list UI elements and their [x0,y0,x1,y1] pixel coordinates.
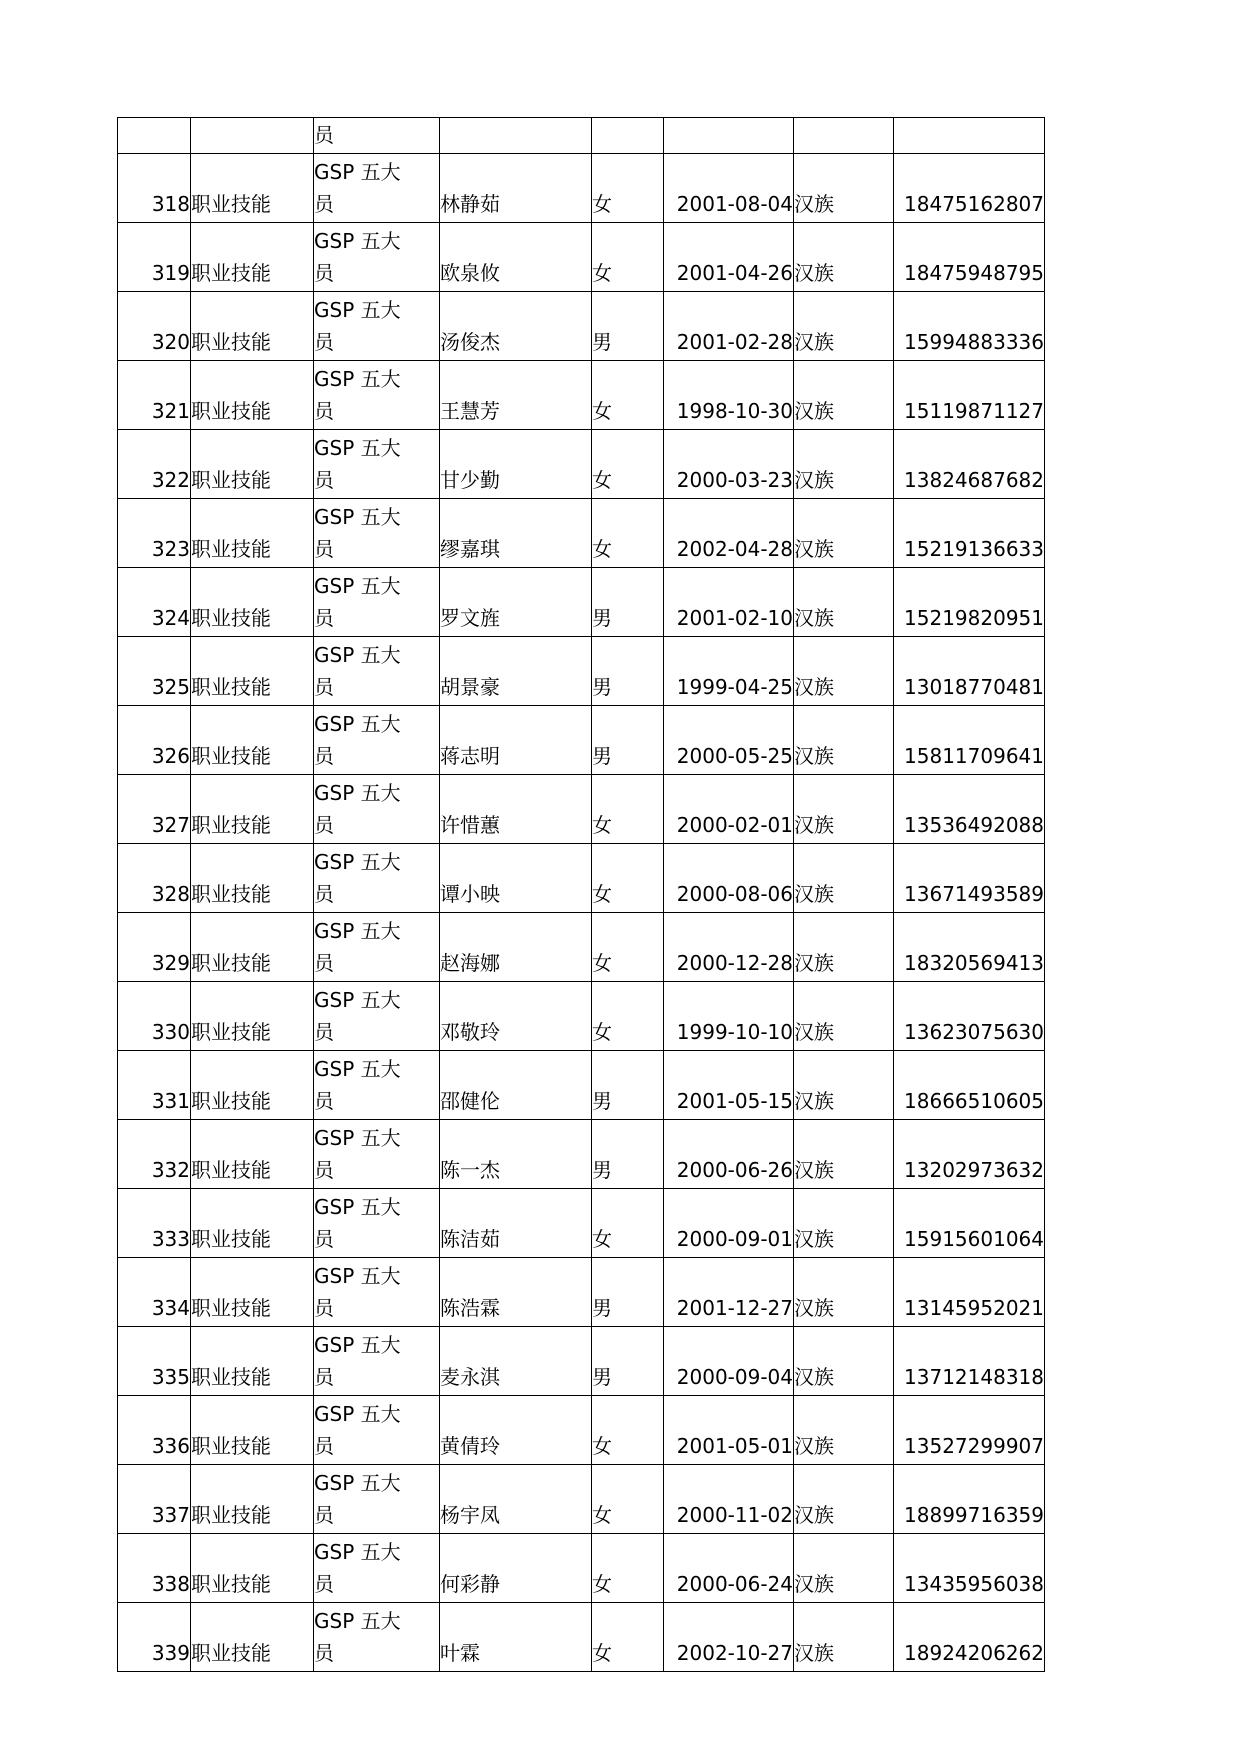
cell-gender: 男 [592,706,664,775]
program-text-line: 员 [314,468,334,492]
table-row [118,1603,1045,1672]
cell-ethnicity: 汉族 [794,1465,894,1534]
cell-program [314,1189,440,1258]
cell-name: 罗文旌 [440,568,592,637]
cell-category: 职业技能 [191,982,314,1051]
cell-name: 赵海娜 [440,913,592,982]
cell-birth-date: 2000-11-02 [664,1465,794,1534]
cell-ethnicity [794,118,894,154]
cell-phone: 13202973632 [894,1120,1045,1189]
cell-category: 职业技能 [191,1120,314,1189]
cell-program [314,1258,440,1327]
cell-program [314,706,440,775]
cell-program [314,1396,440,1465]
program-text-line: 员 [314,537,334,561]
cell-number: 327 [118,775,191,844]
cell-number: 332 [118,1120,191,1189]
cell-name: 黄倩玲 [440,1396,592,1465]
cell-gender: 女 [592,361,664,430]
program-text-line: GSP 五大 [314,160,401,184]
table-row [118,568,1045,637]
program-text-line: GSP 五大 [314,574,401,598]
cell-birth-date: 2001-02-28 [664,292,794,361]
cell-gender: 女 [592,844,664,913]
cell-ethnicity: 汉族 [794,1189,894,1258]
cell-number: 318 [118,154,191,223]
program-text-line: GSP 五大 [314,1126,401,1150]
cell-phone: 13623075630 [894,982,1045,1051]
cell-gender: 男 [592,1327,664,1396]
cell-category: 职业技能 [191,1534,314,1603]
cell-name: 谭小映 [440,844,592,913]
cell-ethnicity: 汉族 [794,1120,894,1189]
table-row [118,982,1045,1051]
cell-ethnicity: 汉族 [794,568,894,637]
cell-number: 335 [118,1327,191,1396]
cell-category: 职业技能 [191,430,314,499]
program-text-line: 员 [314,1503,334,1527]
cell-birth-date: 2000-08-06 [664,844,794,913]
cell-name: 汤俊杰 [440,292,592,361]
cell-phone: 15119871127 [894,361,1045,430]
cell-ethnicity: 汉族 [794,223,894,292]
table-row [118,706,1045,775]
program-text-line: 员 [314,882,334,906]
cell-program [314,1534,440,1603]
cell-category: 职业技能 [191,1051,314,1120]
cell-name: 欧泉攸 [440,223,592,292]
cell-gender [592,118,664,154]
program-text-line: 员 [314,744,334,768]
table-row [118,1258,1045,1327]
cell-program [314,568,440,637]
cell-phone: 13671493589 [894,844,1045,913]
program-text-line: GSP 五大 [314,367,401,391]
cell-name: 缪嘉琪 [440,499,592,568]
table-row [118,775,1045,844]
cell-category: 职业技能 [191,1189,314,1258]
cell-phone: 13435956038 [894,1534,1045,1603]
cell-category: 职业技能 [191,1396,314,1465]
program-text-line: GSP 五大 [314,1402,401,1426]
cell-birth-date: 1999-04-25 [664,637,794,706]
cell-ethnicity: 汉族 [794,775,894,844]
cell-name: 陈洁茹 [440,1189,592,1258]
program-text-line: GSP 五大 [314,1540,401,1564]
table-row [118,1327,1045,1396]
cell-birth-date: 1998-10-30 [664,361,794,430]
table-row [118,292,1045,361]
cell-number [118,118,191,154]
cell-name: 邓敬玲 [440,982,592,1051]
cell-category: 职业技能 [191,637,314,706]
table-row [118,361,1045,430]
cell-name: 蒋志明 [440,706,592,775]
cell-category: 职业技能 [191,775,314,844]
program-text-line: 员 [314,1434,334,1458]
cell-category: 职业技能 [191,568,314,637]
table-row [118,430,1045,499]
cell-program [314,430,440,499]
cell-gender: 女 [592,1603,664,1672]
program-text-line: GSP 五大 [314,643,401,667]
cell-number: 324 [118,568,191,637]
program-text-line: GSP 五大 [314,1471,401,1495]
cell-category: 职业技能 [191,361,314,430]
cell-category: 职业技能 [191,499,314,568]
cell-ethnicity: 汉族 [794,982,894,1051]
cell-category [191,118,314,154]
cell-number: 330 [118,982,191,1051]
cell-number: 337 [118,1465,191,1534]
cell-number: 336 [118,1396,191,1465]
cell-birth-date [664,118,794,154]
program-text-line: 员 [314,1158,334,1182]
cell-gender: 男 [592,1120,664,1189]
cell-birth-date: 2000-09-04 [664,1327,794,1396]
program-text-line: GSP 五大 [314,781,401,805]
cell-name: 麦永淇 [440,1327,592,1396]
table-row [118,913,1045,982]
cell-phone: 15994883336 [894,292,1045,361]
cell-phone [894,118,1045,154]
cell-ethnicity: 汉族 [794,706,894,775]
cell-program [314,1465,440,1534]
cell-phone: 18475162807 [894,154,1045,223]
cell-birth-date: 2000-12-28 [664,913,794,982]
cell-name [440,118,592,154]
cell-number: 334 [118,1258,191,1327]
cell-program [314,499,440,568]
program-text-line: GSP 五大 [314,1609,401,1633]
cell-number: 333 [118,1189,191,1258]
program-text-line: 员 [314,675,334,699]
table-row [118,223,1045,292]
cell-program [314,1120,440,1189]
cell-category: 职业技能 [191,913,314,982]
cell-program [314,154,440,223]
cell-name: 胡景豪 [440,637,592,706]
cell-birth-date: 2000-02-01 [664,775,794,844]
cell-number: 323 [118,499,191,568]
table-row [118,1051,1045,1120]
cell-phone: 13145952021 [894,1258,1045,1327]
cell-category: 职业技能 [191,154,314,223]
program-text-line: 员 [314,1227,334,1251]
cell-gender: 男 [592,292,664,361]
cell-phone: 13712148318 [894,1327,1045,1396]
cell-ethnicity: 汉族 [794,1603,894,1672]
cell-gender: 女 [592,1465,664,1534]
cell-ethnicity: 汉族 [794,1396,894,1465]
cell-phone: 18320569413 [894,913,1045,982]
cell-phone: 15811709641 [894,706,1045,775]
program-text-line: 员 [314,951,334,975]
program-text-line: 员 [314,813,334,837]
cell-program [314,1051,440,1120]
program-text-line: GSP 五大 [314,988,401,1012]
cell-phone: 13536492088 [894,775,1045,844]
program-text-line: 员 [314,261,334,285]
table-row [118,1189,1045,1258]
cell-phone: 13824687682 [894,430,1045,499]
cell-name: 许惜蕙 [440,775,592,844]
program-text-line: 员 [314,1020,334,1044]
program-text-line: GSP 五大 [314,850,401,874]
cell-ethnicity: 汉族 [794,637,894,706]
cell-birth-date: 2002-10-27 [664,1603,794,1672]
table-row [118,1396,1045,1465]
cell-program [314,292,440,361]
cell-number: 321 [118,361,191,430]
program-text-line: GSP 五大 [314,436,401,460]
cell-category: 职业技能 [191,223,314,292]
cell-birth-date: 2001-04-26 [664,223,794,292]
cell-name: 王慧芳 [440,361,592,430]
cell-gender: 女 [592,1396,664,1465]
program-text-line: GSP 五大 [314,712,401,736]
cell-program [314,637,440,706]
cell-category: 职业技能 [191,292,314,361]
cell-phone: 15219820951 [894,568,1045,637]
program-text-line: GSP 五大 [314,1057,401,1081]
cell-ethnicity: 汉族 [794,1051,894,1120]
cell-ethnicity: 汉族 [794,430,894,499]
table-row [118,1534,1045,1603]
cell-ethnicity: 汉族 [794,361,894,430]
program-text-line: 员 [314,1089,334,1113]
program-text-line: GSP 五大 [314,919,401,943]
cell-gender: 女 [592,499,664,568]
program-text-line: GSP 五大 [314,1333,401,1357]
cell-phone: 13018770481 [894,637,1045,706]
cell-name: 陈一杰 [440,1120,592,1189]
cell-birth-date: 2001-05-01 [664,1396,794,1465]
table-row-continued [118,118,1045,154]
cell-category: 职业技能 [191,1258,314,1327]
cell-birth-date: 1999-10-10 [664,982,794,1051]
cell-number: 328 [118,844,191,913]
cell-number: 322 [118,430,191,499]
cell-gender: 男 [592,637,664,706]
cell-birth-date: 2002-04-28 [664,499,794,568]
cell-gender: 女 [592,154,664,223]
program-text-line: 员 [314,330,334,354]
cell-number: 320 [118,292,191,361]
cell-category: 职业技能 [191,1465,314,1534]
table-row [118,499,1045,568]
cell-birth-date: 2000-06-24 [664,1534,794,1603]
cell-category: 职业技能 [191,1603,314,1672]
table-row [118,1465,1045,1534]
program-text-line: GSP 五大 [314,1195,401,1219]
cell-number: 331 [118,1051,191,1120]
cell-gender: 女 [592,982,664,1051]
cell-gender: 女 [592,775,664,844]
cell-name: 何彩静 [440,1534,592,1603]
table-row [118,637,1045,706]
cell-gender: 女 [592,430,664,499]
cell-program [314,1327,440,1396]
cell-phone: 18475948795 [894,223,1045,292]
cell-category: 职业技能 [191,844,314,913]
program-text-line: GSP 五大 [314,229,401,253]
cell-number: 339 [118,1603,191,1672]
cell-number: 329 [118,913,191,982]
cell-name: 邵健伦 [440,1051,592,1120]
cell-name: 叶霖 [440,1603,592,1672]
cell-ethnicity: 汉族 [794,844,894,913]
cell-phone: 15219136633 [894,499,1045,568]
cell-birth-date: 2000-09-01 [664,1189,794,1258]
cell-program [314,223,440,292]
cell-program [314,1603,440,1672]
cell-ethnicity: 汉族 [794,292,894,361]
cell-program [314,118,440,154]
cell-name: 甘少勤 [440,430,592,499]
program-text-line: GSP 五大 [314,1264,401,1288]
table-row [118,844,1045,913]
cell-gender: 男 [592,1258,664,1327]
cell-program [314,913,440,982]
cell-birth-date: 2000-03-23 [664,430,794,499]
cell-gender: 女 [592,913,664,982]
program-text-line: 员 [314,1365,334,1389]
cell-number: 338 [118,1534,191,1603]
cell-ethnicity: 汉族 [794,1258,894,1327]
cell-birth-date: 2001-05-15 [664,1051,794,1120]
cell-phone: 18924206262 [894,1603,1045,1672]
roster-body [118,118,1045,1672]
cell-program [314,361,440,430]
cell-ethnicity: 汉族 [794,1327,894,1396]
cell-ethnicity: 汉族 [794,913,894,982]
program-text-line: 员 [314,1641,334,1665]
program-text-line: 员 [314,192,334,216]
cell-phone: 18666510605 [894,1051,1045,1120]
cell-number: 325 [118,637,191,706]
program-text-line: GSP 五大 [314,505,401,529]
cell-program [314,982,440,1051]
program-text-line: 员 [314,1572,334,1596]
cell-phone: 18899716359 [894,1465,1045,1534]
table-row [118,1120,1045,1189]
cell-name: 林静茹 [440,154,592,223]
cell-number: 319 [118,223,191,292]
cell-program [314,775,440,844]
cell-category: 职业技能 [191,706,314,775]
student-roster-table [117,117,1045,1672]
cell-birth-date: 2001-12-27 [664,1258,794,1327]
cell-number: 326 [118,706,191,775]
cell-ethnicity: 汉族 [794,154,894,223]
cell-phone: 15915601064 [894,1189,1045,1258]
program-text-line: 员 [314,123,334,147]
table-row [118,154,1045,223]
cell-gender: 女 [592,223,664,292]
cell-birth-date: 2001-02-10 [664,568,794,637]
cell-gender: 男 [592,1051,664,1120]
cell-ethnicity: 汉族 [794,1534,894,1603]
program-text-line: 员 [314,606,334,630]
cell-program [314,844,440,913]
program-text-line: 员 [314,1296,334,1320]
cell-name: 杨宇凤 [440,1465,592,1534]
cell-gender: 女 [592,1189,664,1258]
cell-ethnicity: 汉族 [794,499,894,568]
program-text-line: GSP 五大 [314,298,401,322]
program-text-line: 员 [314,399,334,423]
cell-gender: 女 [592,1534,664,1603]
cell-birth-date: 2000-05-25 [664,706,794,775]
cell-gender: 男 [592,568,664,637]
cell-birth-date: 2001-08-04 [664,154,794,223]
cell-category: 职业技能 [191,1327,314,1396]
cell-birth-date: 2000-06-26 [664,1120,794,1189]
cell-phone: 13527299907 [894,1396,1045,1465]
cell-name: 陈浩霖 [440,1258,592,1327]
